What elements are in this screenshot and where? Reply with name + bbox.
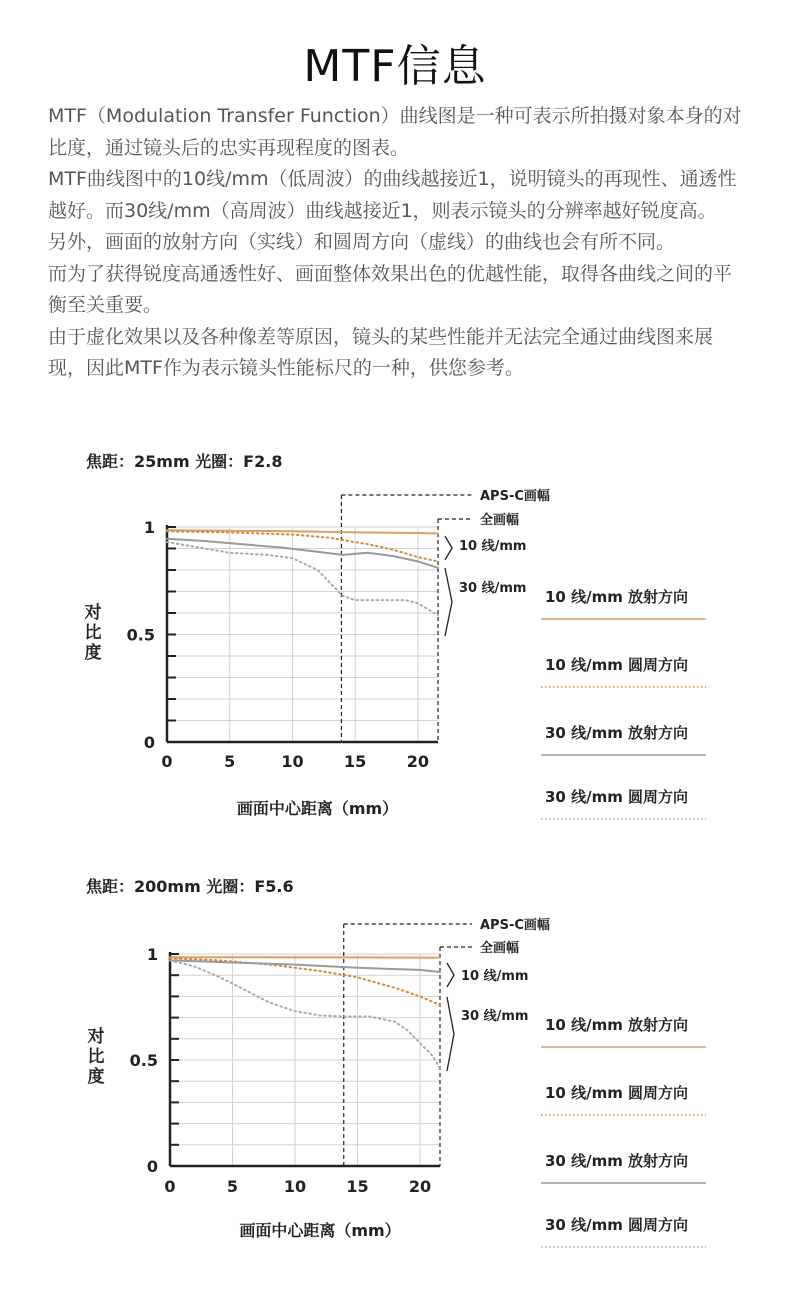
- intro-paragraph-3: 另外，画面的放射方向（实线）和圆周方向（虚线）的曲线也会有所不同。: [48, 231, 676, 253]
- series-line-4: [167, 542, 438, 615]
- x-axis-label: 画面中心距离（mm）: [239, 1221, 401, 1240]
- brace-10-lines: [447, 963, 454, 987]
- chart-heading: 焦距：200mm 光圈：F5.6: [86, 877, 294, 896]
- y-axis-label-char: 度: [84, 643, 102, 663]
- x-tick-label: 5: [226, 1177, 239, 1196]
- brace-label-30: 30 线/mm: [461, 1009, 529, 1024]
- brace-10-lines: [445, 536, 452, 560]
- intro-paragraph-4: 而为了获得锐度高通透性好、画面整体效果出色的优越性能，取得各曲线之间的平衡至关重要。: [48, 262, 733, 316]
- brace-label-10: 10 线/mm: [461, 969, 529, 984]
- intro-paragraph-1: MTF（Modulation Transfer Function）曲线图是一种可表示所拍摄对象本身的对比度，通过镜头后的忠实再现程度的图表。: [48, 105, 742, 159]
- x-tick-label: 15: [346, 1177, 369, 1196]
- page-title: MTF信息: [303, 41, 487, 92]
- legend-label: 30 线/mm 放射方向: [545, 724, 689, 742]
- x-tick-label: 20: [408, 1177, 432, 1196]
- x-tick-label: 5: [224, 752, 236, 771]
- y-axis-label-char: 比: [84, 623, 102, 643]
- x-tick-label: 10: [283, 1177, 307, 1196]
- series-line-4: [170, 960, 440, 1068]
- y-axis-label-char: 对: [84, 603, 102, 623]
- y-tick-label: 1: [143, 518, 155, 537]
- format-label: 全画幅: [480, 941, 520, 956]
- legend-label: 10 线/mm 圆周方向: [545, 1084, 689, 1102]
- mtf-chart-200mm: [0, 865, 790, 1285]
- legend-label: 30 线/mm 圆周方向: [545, 1216, 689, 1234]
- y-tick-label: 0: [146, 1157, 158, 1176]
- intro-text: [48, 101, 748, 385]
- legend-label: 10 线/mm 放射方向: [545, 1016, 689, 1034]
- intro-paragraph-5: 由于虚化效果以及各种像差等原因，镜头的某些性能并无法完全通过曲线图来展现，因此MTF作为表示镜头性能标尺的一种，供您参考。: [48, 325, 714, 379]
- y-tick-label: 0: [143, 733, 155, 752]
- y-axis-label-char: 度: [87, 1067, 105, 1087]
- x-tick-label: 0: [164, 1177, 176, 1196]
- x-tick-label: 15: [344, 752, 367, 771]
- legend-label: 30 线/mm 圆周方向: [545, 788, 689, 806]
- x-axis-label: 画面中心距离（mm）: [236, 799, 399, 818]
- series-line-3: [170, 960, 440, 972]
- mtf-chart-25mm: [0, 440, 790, 840]
- series-line-3: [167, 539, 438, 568]
- chart-heading: 焦距：25mm 光圈：F2.8: [86, 452, 283, 471]
- brace-label-30: 30 线/mm: [459, 581, 527, 596]
- brace-label-10: 10 线/mm: [459, 539, 527, 554]
- format-label: APS-C画幅: [480, 489, 550, 504]
- y-axis-label-char: 对: [87, 1027, 105, 1047]
- y-axis-label-char: 比: [87, 1047, 105, 1067]
- legend-label: 10 线/mm 放射方向: [545, 588, 689, 606]
- brace-30-lines: [447, 997, 454, 1071]
- x-tick-label: 0: [161, 752, 173, 771]
- legend-label: 30 线/mm 放射方向: [545, 1152, 689, 1170]
- y-tick-label: 0.5: [129, 1051, 158, 1070]
- y-tick-label: 1: [146, 945, 158, 964]
- intro-paragraph-2: MTF曲线图中的10线/mm（低周波）的曲线越接近1，说明镜头的再现性、通透性越好。而30线/mm（高周波）曲线越接近1，则表示镜头的分辨率越好锐度高。: [48, 168, 737, 222]
- legend-label: 10 线/mm 圆周方向: [545, 656, 689, 674]
- format-label: APS-C画幅: [480, 918, 550, 933]
- brace-30-lines: [445, 568, 452, 636]
- format-label: 全画幅: [480, 513, 520, 528]
- y-tick-label: 0.5: [126, 625, 155, 645]
- x-tick-label: 10: [281, 752, 304, 771]
- x-tick-label: 20: [406, 752, 430, 771]
